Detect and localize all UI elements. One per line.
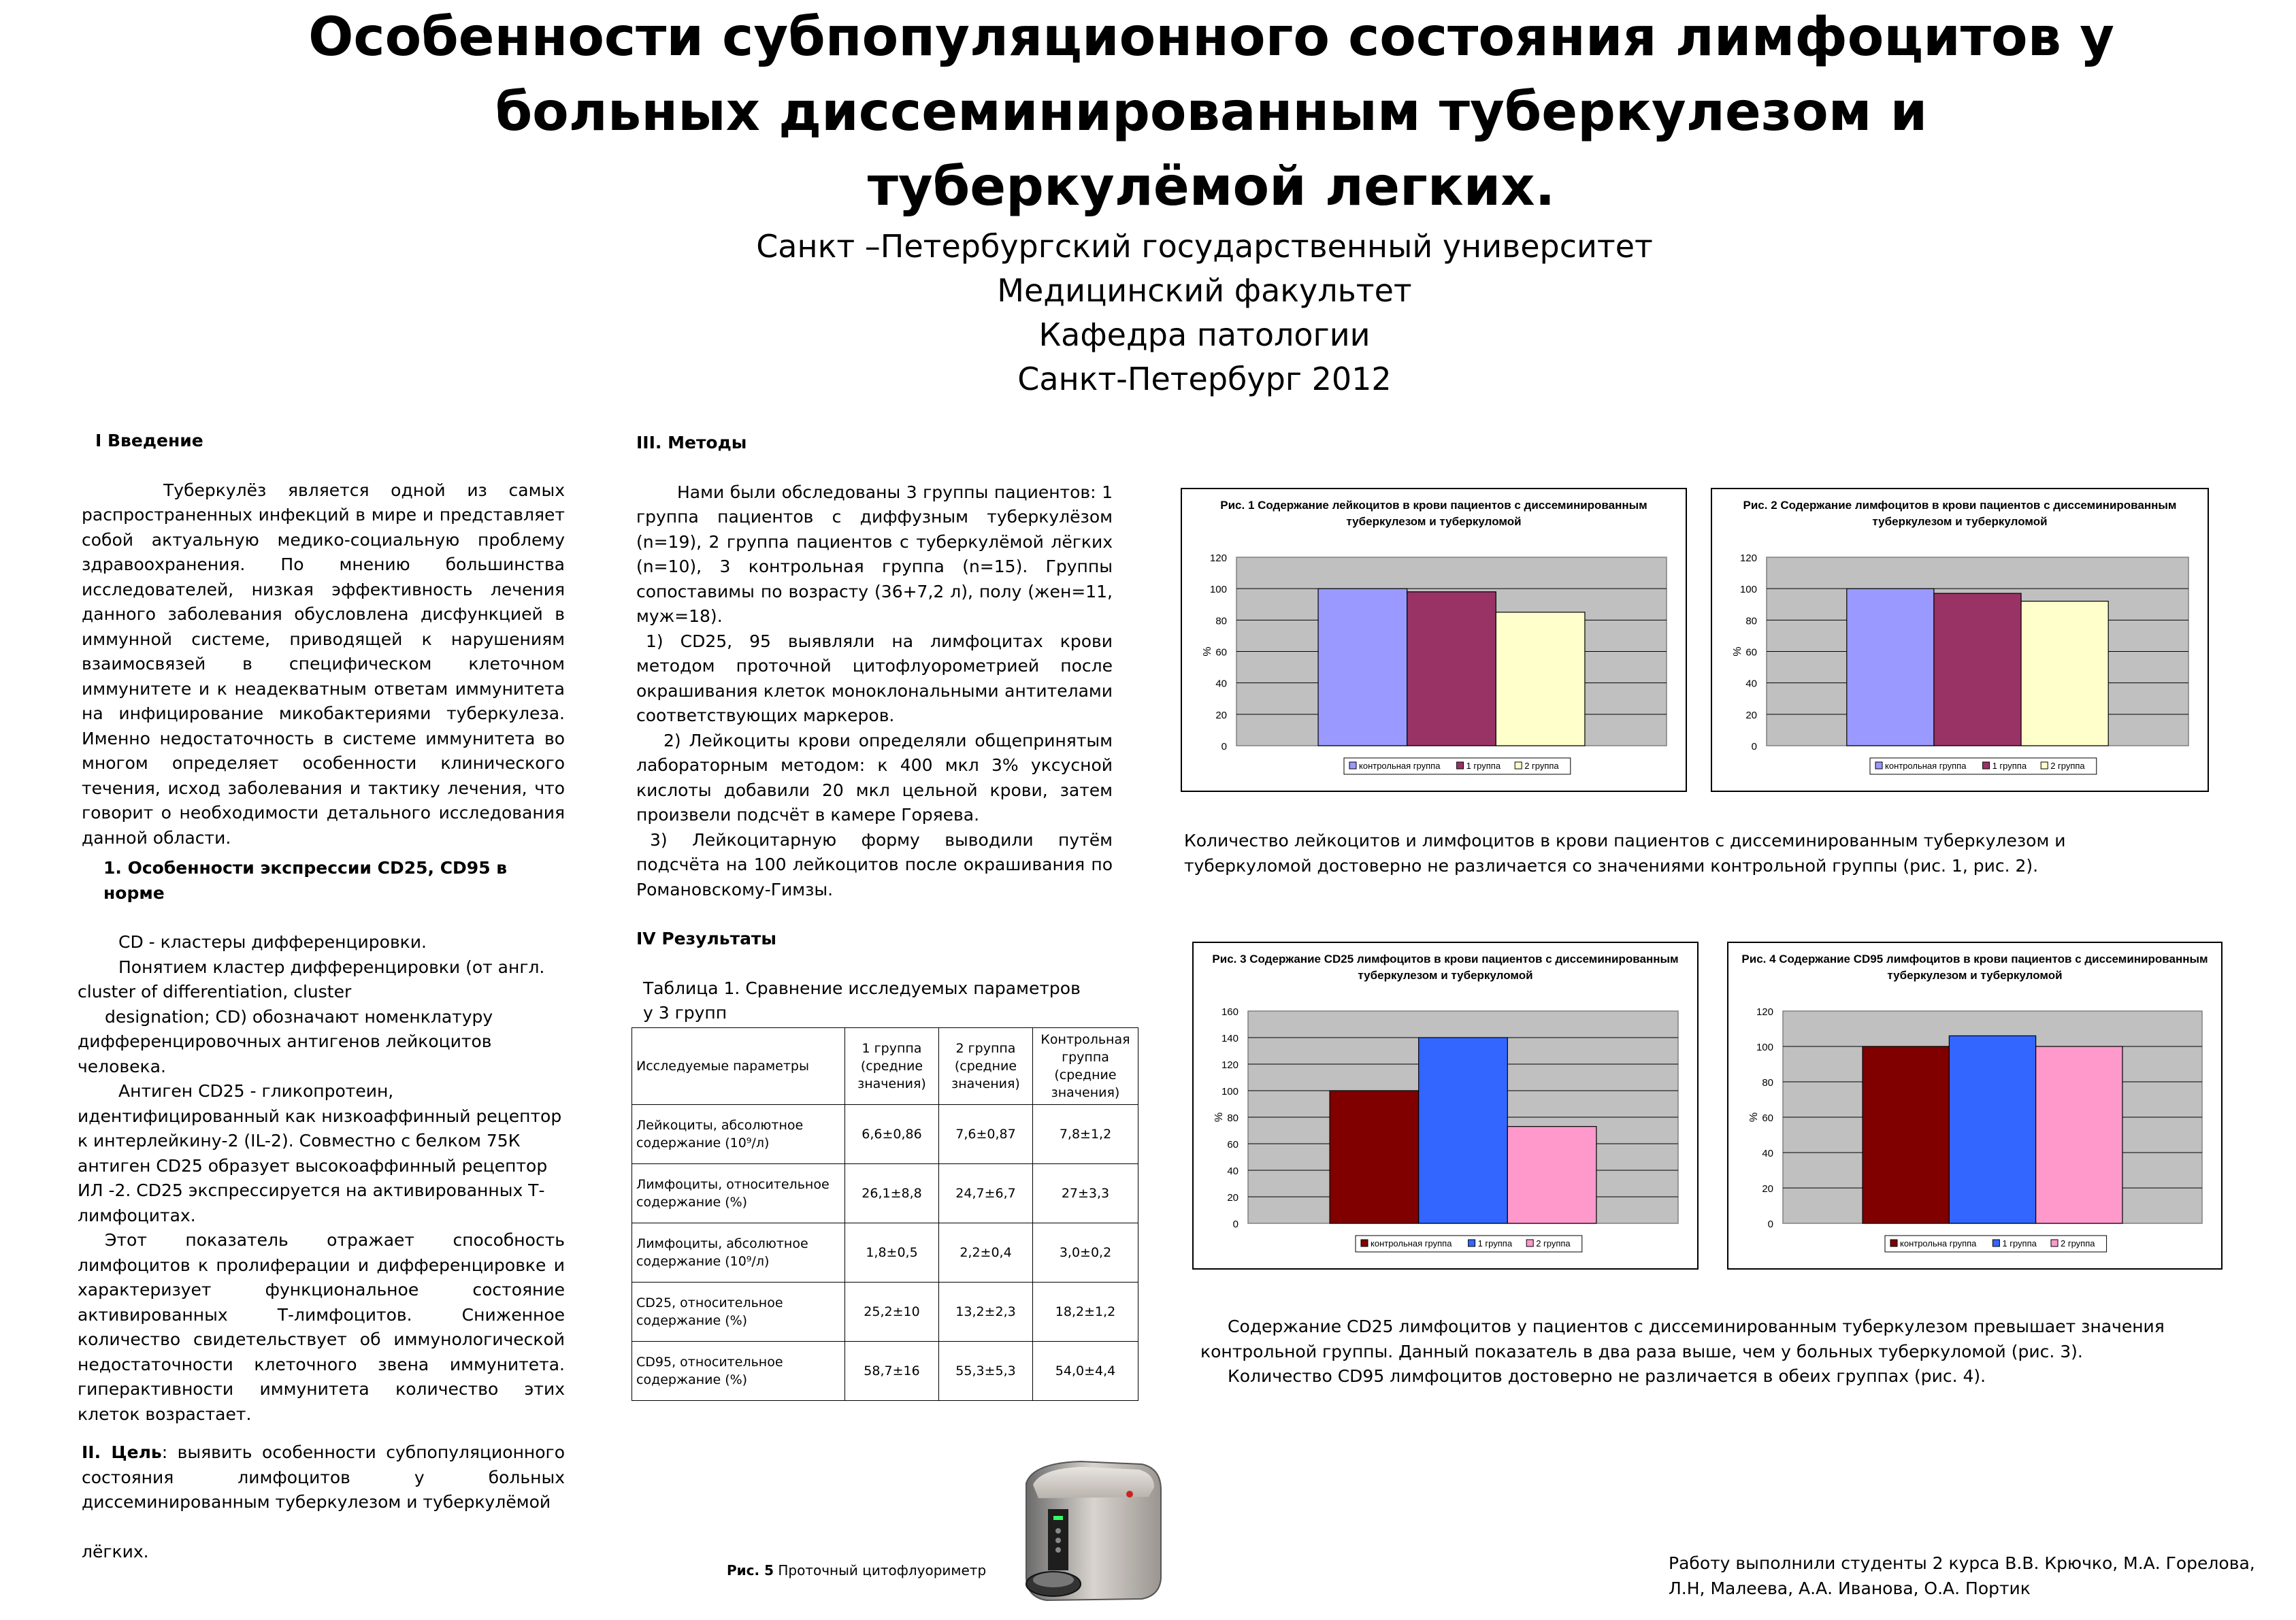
y-tick-label: 0 (1221, 741, 1227, 753)
y-tick-label: 0 (1751, 741, 1757, 753)
methods-p2: 1) CD25, 95 выявляли на лимфоцитах крови методом проточной цитофлуорометрией после окрашивания клеток моноклональными антителами соответствующих маркеров. (636, 631, 1113, 725)
title-line-2: больных диссеминированным туберкулезом и (495, 82, 1928, 143)
university: Санкт –Петербургский государственный университет (756, 228, 1653, 265)
legend-swatch (2041, 762, 2048, 769)
legend-label: 2 группа (1524, 761, 1559, 771)
table-cell: 54,0±4,4 (1033, 1342, 1138, 1401)
bar (1934, 593, 2021, 746)
table-row (632, 1342, 1138, 1401)
legend-label: 1 группа (1992, 761, 2027, 771)
table-cell: 26,1±8,8 (845, 1164, 939, 1223)
y-tick-label: 100 (1221, 1086, 1239, 1097)
legend-label: 1 группа (1477, 1238, 1513, 1249)
legend-swatch (1875, 762, 1882, 769)
poster-title (191, 0, 2232, 225)
legend-swatch (1992, 1240, 1999, 1246)
y-tick-label: 20 (1745, 709, 1757, 721)
intro-section (78, 429, 565, 1564)
bar (1507, 1127, 1596, 1223)
legend-label: контрольная группа (1359, 761, 1441, 771)
goal-end: лёгких. (82, 1541, 149, 1561)
faculty: Медицинский факультет (997, 272, 1412, 309)
results-text-2b: Количество CD95 лимфоцитов достоверно не различается в обеих группах (рис. 4). (1228, 1366, 1986, 1386)
intro-paragraph: Туберкулёз является одной из самых распространенных инфекций в мире и представляет собой актуальную медико-социальную проблему здравоохранения. По мнению большинства исследователей, низкая эффективность лечения данного заболевания обусловлена дисфункцией в иммунной системе, приводящей к нарушениям взаимосвязей в специфическом клеточном иммунитете и к неадекватным ответам иммунитета на инфицирование микобактериями туберкулеза. Именно недостаточность в системе иммунитета во многом определяет особенности клинического течения, исход заболевания и тактику лечения, что говорит о необходимости детального исследования данной области. (82, 480, 565, 848)
chart-title: Рис. 1 Содержание лейкоцитов в крови пациентов с диссеминированным туберкулезом и туберкуломой (1220, 499, 1647, 528)
legend-label: контрольна группа (1900, 1238, 1977, 1249)
flow-cytometer-image (1006, 1456, 1169, 1606)
chart-fig3 (1192, 942, 1699, 1270)
table-row (632, 1105, 1138, 1164)
legend-swatch (1469, 1240, 1475, 1246)
methods-p1: Нами были обследованы 3 группы пациентов: 1 группа пациентов с диффузным туберкулёзом (n=19), 2 группа пациентов с туберкулёмой лёгких (n=10), 3 контрольная группа (n=15). Группы сопоставимы по возрасту (36+7,2 л), полу (жен=11, муж=18). (636, 482, 1113, 626)
table-caption: Таблица 1. Сравнение исследуемых параметров у 3 групп (643, 978, 1081, 1023)
y-tick-label: 60 (1762, 1112, 1773, 1124)
bar (1419, 1038, 1508, 1223)
y-tick-label: 80 (1215, 615, 1227, 627)
bar (2021, 601, 2108, 746)
results-table (632, 1027, 1138, 1401)
y-tick-label: 60 (1227, 1139, 1239, 1151)
results-heading: IV Результаты (636, 929, 777, 948)
legend-swatch (1457, 762, 1464, 769)
goal-text: : выявить особенности субпопуляционного состояния лимфоцитов у больных диссеминированным туберкулезом и туберкулёмой (82, 1442, 565, 1512)
goal-paragraph (82, 1440, 565, 1515)
y-tick-label: 0 (1232, 1219, 1239, 1230)
fig5-label: Рис. 5 (727, 1562, 774, 1578)
chart-legend (1870, 758, 2097, 774)
chart-fig1 (1181, 488, 1687, 792)
legend-swatch (1361, 1240, 1368, 1246)
chart-title: Рис. 4 Содержание CD95 лимфоцитов в крови пациентов с диссеминированным туберкулезом и туберкуломой (1741, 953, 2208, 982)
chart-svg (1728, 943, 2221, 1268)
cd-subheading: 1. Особенности экспрессии CD25, CD95 в норме (103, 858, 508, 903)
y-tick-label: 60 (1745, 646, 1757, 659)
table-cell: 27±3,3 (1033, 1164, 1138, 1223)
bar (1318, 589, 1407, 746)
legend-swatch (1983, 762, 1990, 769)
chart-legend (1885, 1236, 2107, 1252)
cd-line-2: Понятием кластер дифференцировки (от англ. cluster of differentiation, cluster (78, 957, 545, 1002)
y-tick-label: 80 (1745, 615, 1757, 627)
y-tick-label: 20 (1227, 1192, 1239, 1204)
table-row (632, 1223, 1138, 1283)
cd-line-5: Этот показатель отражает способность лимфоцитов к пролиферации и дифференцировке и характеризует функциональное состояние активированных Т-лимфоцитов. Сниженное количество свидетельствует об иммунологической недостаточности клеточного звена иммунитета. гиперактивности иммунитета количество этих клеток возрастает. (78, 1230, 565, 1424)
legend-swatch (1526, 1240, 1533, 1246)
methods-heading: III. Методы (636, 433, 747, 452)
legend-label: 2 группа (2050, 761, 2085, 771)
table-header-cell: 2 группа (средние значения) (939, 1028, 1033, 1105)
legend-swatch (1890, 1240, 1897, 1246)
table-cell: Лимфоциты, абсолютное содержание (10⁹/л) (632, 1223, 845, 1283)
bar (1863, 1046, 1949, 1223)
legend-label: 1 группа (2002, 1238, 2037, 1249)
table-cell: 2,2±0,4 (939, 1223, 1033, 1283)
table-cell: CD25, относительное содержание (%) (632, 1283, 845, 1342)
results-text-1: Количество лейкоцитов и лимфоцитов в крови пациентов с диссеминированным туберкулезом и туберкуломой достоверно не различается со значениями контрольной группы (рис. 1, рис. 2). (1184, 831, 2066, 876)
table-cell: 7,6±0,87 (939, 1105, 1033, 1164)
legend-label: контрольная группа (1885, 761, 1967, 771)
cd-line-4: Антиген CD25 - гликопротеин, идентифицированный как низкоаффинный рецептор к интерлейкину-2 (IL-2). Совместно с белком 75К антиген CD25 образует высокоаффинный рецептор ИЛ -2. CD25 экспрессируется на активированных Т-лимфоцитах. (78, 1081, 562, 1225)
y-tick-label: 40 (1762, 1148, 1773, 1159)
methods-p3: 2) Лейкоциты крови определяли общепринятым лабораторным методом: к 400 мкл 3% уксусной кислоты добавили 20 мкл цельной крови, затем произвели подсчёт в камере Горяева. (636, 730, 1113, 825)
table-cell: 24,7±6,7 (939, 1164, 1033, 1223)
chart-svg (1194, 943, 1697, 1268)
affiliation (612, 225, 1797, 401)
chart-title: Рис. 3 Содержание CD25 лимфоцитов в крови пациентов с диссеминированным туберкулезом и туберкуломой (1212, 953, 1679, 982)
table-cell: CD95, относительное содержание (%) (632, 1342, 845, 1401)
y-tick-label: 100 (1209, 584, 1227, 596)
fig5-caption (727, 1562, 986, 1578)
table-cell: 6,6±0,86 (845, 1105, 939, 1164)
legend-swatch (1349, 762, 1356, 769)
table-cell: 3,0±0,2 (1033, 1223, 1138, 1283)
chart-legend (1356, 1236, 1582, 1252)
fig5-text: Проточный цитофлуориметр (774, 1562, 987, 1578)
bar (1407, 592, 1496, 746)
methods-p4: 3) Лейкоцитарную форму выводили путём подсчёта на 100 лейкоцитов после окрашивания по Романовскому-Гимзы. (636, 829, 1113, 899)
table-cell: 18,2±1,2 (1033, 1283, 1138, 1342)
table-cell: 1,8±0,5 (845, 1223, 939, 1283)
y-tick-label: 120 (1221, 1059, 1239, 1071)
y-axis-label: % (1202, 646, 1213, 657)
cd-line-1: CD - кластеры дифференцировки. (118, 932, 427, 952)
table-cell: 55,3±5,3 (939, 1342, 1033, 1401)
y-tick-label: 80 (1227, 1112, 1239, 1124)
results-text-2 (1200, 1315, 2228, 1389)
y-tick-label: 20 (1215, 709, 1227, 721)
authors: Работу выполнили студенты 2 курса В.В. Крючко, М.А. Горелова, Л.Н, Малеева, А.А. Иванова, О.А. Портик (1669, 1553, 2255, 1598)
y-tick-label: 160 (1221, 1006, 1239, 1018)
chart-title: Рис. 2 Содержание лимфоцитов в крови пациентов с диссеминированным туберкулезом и туберкуломой (1743, 499, 2177, 528)
intro-heading: I Введение (95, 431, 203, 450)
table-cell: 58,7±16 (845, 1342, 939, 1401)
table-header-cell: 1 группа (средние значения) (845, 1028, 939, 1105)
table-cell: 13,2±2,3 (939, 1283, 1033, 1342)
y-tick-label: 60 (1215, 646, 1227, 659)
methods-section (636, 431, 1113, 1026)
bar (1949, 1036, 2035, 1223)
cd-line-3: designation; CD) обозначают номенклатуру дифференцировочных антигенов лейкоцитов человека. (78, 1006, 493, 1076)
results-text-2a: Содержание CD25 лимфоцитов у пациентов с диссеминированным туберкулезом превышает значения контрольной группы. Данный показатель в два раза выше, чем у больных туберкуломой (рис. 3). (1200, 1317, 2165, 1361)
table-header-cell: Исследуемые параметры (632, 1028, 845, 1105)
table-cell: Лейкоциты, абсолютное содержание (10⁹/л) (632, 1105, 845, 1164)
legend-label: 1 группа (1466, 761, 1501, 771)
table-header-cell: Контрольная группа (средние значения) (1033, 1028, 1138, 1105)
table-cell: 25,2±10 (845, 1283, 939, 1342)
chart-svg (1712, 489, 2208, 791)
table-header-row (632, 1028, 1138, 1105)
chart-svg (1182, 489, 1686, 791)
bar (1330, 1091, 1419, 1223)
y-tick-label: 140 (1221, 1033, 1239, 1044)
y-axis-label: % (1732, 646, 1743, 657)
y-tick-label: 80 (1762, 1077, 1773, 1089)
y-tick-label: 40 (1227, 1166, 1239, 1177)
chart-fig4 (1727, 942, 2223, 1270)
y-tick-label: 120 (1756, 1006, 1773, 1018)
y-tick-label: 40 (1745, 678, 1757, 690)
bar (1496, 612, 1585, 746)
results-table-wrap (632, 1027, 1138, 1401)
title-line-3: туберкулёмой легких. (867, 156, 1556, 218)
chart-fig2 (1711, 488, 2209, 792)
table-cell: 7,8±1,2 (1033, 1105, 1138, 1164)
y-tick-label: 100 (1739, 584, 1757, 596)
legend-swatch (1515, 762, 1522, 769)
table-row (632, 1283, 1138, 1342)
table-cell: Лимфоциты, относительное содержание (%) (632, 1164, 845, 1223)
legend-label: контрольная группа (1371, 1238, 1452, 1249)
y-axis-label: % (1213, 1112, 1225, 1123)
chart-legend (1344, 758, 1571, 774)
y-tick-label: 120 (1209, 552, 1227, 564)
y-tick-label: 100 (1756, 1042, 1773, 1053)
table-row (632, 1164, 1138, 1223)
legend-label: 2 группа (2061, 1238, 2095, 1249)
title-line-1: Особенности субпопуляционного состояния лимфоцитов у (308, 7, 2114, 68)
y-tick-label: 20 (1762, 1183, 1773, 1195)
flow-cytometer-illustration (1006, 1456, 1169, 1606)
city-year: Санкт-Петербург 2012 (1017, 361, 1392, 397)
y-tick-label: 120 (1739, 552, 1757, 564)
department: Кафедра патологии (1038, 316, 1371, 353)
legend-label: 2 группа (1536, 1238, 1571, 1249)
y-tick-label: 0 (1767, 1219, 1773, 1230)
y-axis-label: % (1748, 1112, 1760, 1123)
y-tick-label: 40 (1215, 678, 1227, 690)
bar (2036, 1046, 2122, 1223)
goal-label: II. Цель (82, 1442, 162, 1462)
legend-swatch (2051, 1240, 2058, 1246)
bar (1847, 589, 1934, 746)
